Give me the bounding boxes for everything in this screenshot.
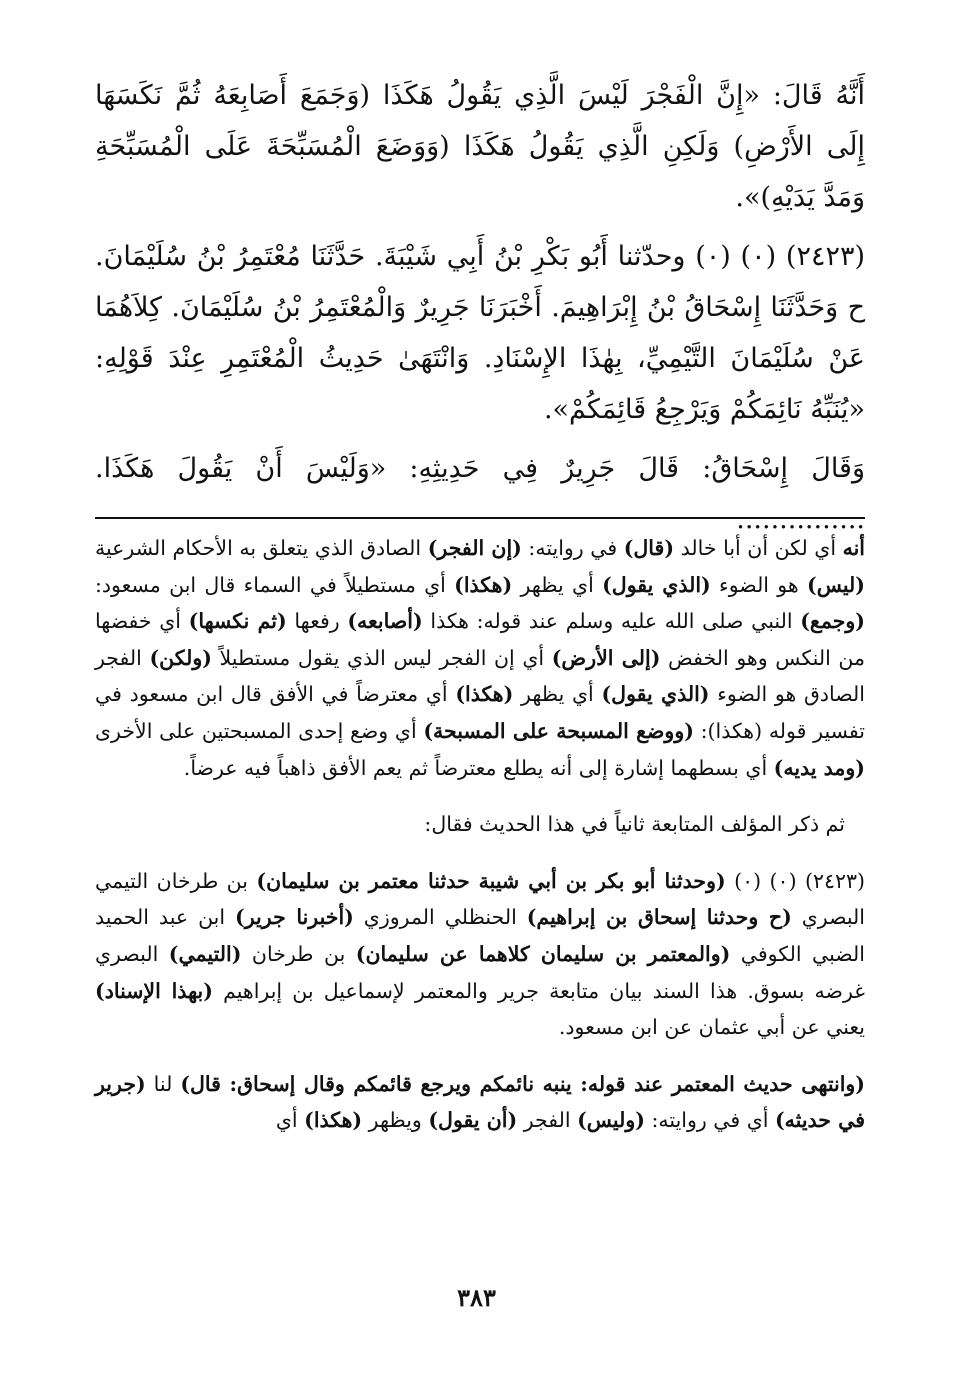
commentary-paragraph-2 <box>95 806 865 843</box>
commentary-text: الصادق الذي يتعلق به الأحكام الشرعية <box>95 536 428 560</box>
quoted-text: (ولكن) <box>149 645 212 670</box>
quoted-text: (ليس) <box>807 572 865 597</box>
hadith-paragraph-1: أَنَّهُ قَالَ: «إِنَّ الْفَجْرَ لَيْسَ الَّذِي يَقُولُ هَكَذَا (وَجَمَعَ أَصَابِعَهُ ثُمَّ نَكَسَهَا إِلَى الأَرْضِ) وَلَكِنِ الَّذِي يَقُولُ هَكَذَا (وَوَضَعَ الْمُسَبِّحَةَ عَلَى الْمُسَبِّحَةِ وَمَدَّ يَدَيْهِ)». <box>95 80 865 213</box>
quoted-text: (ح وحدثنا إسحاق بن إبراهيم) <box>526 905 792 930</box>
commentary-text: رفعها <box>286 609 348 634</box>
quoted-text: (إن الفجر) <box>427 536 522 560</box>
commentary-text: الحنظلي المروزي <box>353 905 527 930</box>
quoted-text: (إلى الأرض) <box>551 645 661 670</box>
commentary-text: بن طرخان التيمي البصري <box>95 868 866 930</box>
commentary-paragraph-3 <box>95 863 865 1046</box>
hadith-paragraph-3-text: وَقَالَ إِسْحَاقُ: قَالَ جَرِيرٌ فِي حَدِيثِهِ: «وَلَيْسَ أَنْ يَقُولَ هَكَذَا. <box>95 453 865 484</box>
commentary-text: ويظهر <box>362 1108 429 1133</box>
commentary-text: يعني عن أبي عثمان عن ابن مسعود. <box>558 1015 865 1040</box>
quoted-text: (أصابعه) <box>347 609 423 634</box>
quoted-text: (هكذا) <box>455 682 514 707</box>
quoted-text: (أن يقول) <box>428 1108 518 1133</box>
quoted-text: (وجمع) <box>800 609 865 634</box>
ellipsis-dots: ............... <box>736 504 865 535</box>
footnote-divider <box>95 517 865 519</box>
commentary-text: أي معترضاً في الأفق قال ابن مسعود في تفسير قوله (هكذا): <box>95 682 866 743</box>
quoted-text: (جرير في حديثه) <box>95 1071 865 1133</box>
commentary-text: لنا <box>145 1071 181 1096</box>
commentary-text: النبي صلى الله عليه وسلم عند قوله: هكذا <box>422 609 801 634</box>
commentary-paragraph-1 <box>95 530 865 786</box>
commentary-text: أي يظهر <box>513 682 602 707</box>
commentary-text: في روايته: <box>521 536 624 560</box>
commentary-text: أي بسطهما إشارة إلى أنه يطلع معترضاً ثم يعم الأفق ذاهباً فيه عرضاً. <box>183 755 774 780</box>
quoted-text: (الذي يقول) <box>601 682 710 707</box>
quoted-text: (هكذا) <box>304 1108 363 1133</box>
quoted-text: (والمعتمر بن سليمان كلاهما عن سليمان) <box>355 941 731 966</box>
quoted-text: أنه <box>842 536 865 560</box>
quoted-text: (ووضع المسبحة على المسبحة) <box>423 718 694 743</box>
commentary-text: هو الضوء <box>710 572 808 597</box>
quoted-text: (بهذا الإسناد) <box>95 978 213 1003</box>
commentary-text: أي وضع إحدى المسبحتين على الأخرى <box>95 718 424 743</box>
commentary-text: ثم ذكر المؤلف المتابعة ثانياً في هذا الحديث فقال: <box>424 812 845 837</box>
quoted-text: (وحدثنا أبو بكر بن أبي شيبة حدثنا معتمر بن سليمان) <box>256 868 726 893</box>
quoted-text: (هكذا) <box>454 572 513 597</box>
commentary-text: أي لكن أن أبا خالد <box>674 536 843 560</box>
quoted-text: (قال) <box>623 536 675 560</box>
quoted-text: (ومد يديه) <box>773 755 865 780</box>
commentary-paragraph-4 <box>95 1066 865 1139</box>
hadith-paragraph-2: (٢٤٢٣) (٠) (٠) وحدّثنا أَبُو بَكْرِ بْنُ أَبِي شَيْبَةَ. حَدَّثَنَا مُعْتَمِرُ بْنُ سُلَيْمَانَ. ح وَحَدَّثَنَا إِسْحَاقُ بْنُ إِبْرَاهِيمَ. أَخْبَرَنَا جَرِيرٌ وَالْمُعْتَمِرُ بْنُ سُلَيْمَانَ. كِلاَهُمَا عَنْ سُلَيْمَانَ التَّيْمِيِّ، بِهٰذَا الإِسْنَادِ. وَانْتَهَىٰ حَدِيثُ الْمُعْتَمِرِ عِنْدَ قَوْلِهِ: «يُنَبِّهُ نَائِمَكُمْ وَيَرْجِعُ قَائِمَكُمْ». <box>95 241 866 425</box>
quoted-text: (وليس) <box>577 1108 645 1133</box>
quoted-text: (وانتهى حديث المعتمر عند قوله: ينبه نائمكم ويرجع قائمكم وقال إسحاق: قال) <box>180 1071 866 1096</box>
commentary-text: أي خفضها من النكس وهو الخفض <box>95 609 866 670</box>
commentary-text: بن طرخان <box>241 941 356 966</box>
commentary-block <box>95 530 865 1139</box>
commentary-text: الفجر الصادق هو الضوء <box>95 645 865 707</box>
commentary-text: أي إن الفجر ليس الذي يقول مستطيلاً <box>211 645 552 670</box>
commentary-text: الفجر <box>517 1108 578 1133</box>
commentary-text: ابن عبد الحميد الضبي الكوفي <box>95 905 865 966</box>
commentary-text: أي في روايته: <box>644 1108 775 1133</box>
quoted-text: (الذي يقول) <box>602 572 711 597</box>
quoted-text: (التيمي) <box>168 941 242 966</box>
page-number: ٣٨٣ <box>457 1283 496 1312</box>
hadith-text-block <box>95 70 865 545</box>
commentary-text: (٢٤٢٣) (٠) (٠) <box>725 868 866 893</box>
commentary-text: أي مستطيلاً في السماء قال ابن مسعود: <box>95 572 455 597</box>
commentary-text: أي <box>275 1108 305 1133</box>
quoted-text: (أخبرنا جرير) <box>235 905 354 930</box>
quoted-text: (ثم نكسها) <box>188 609 287 634</box>
commentary-text: البصري غرضه بسوق. هذا السند بيان متابعة جرير والمعتمر لإسماعيل بن إبراهيم <box>95 941 865 1003</box>
commentary-text: أي يظهر <box>512 572 603 597</box>
